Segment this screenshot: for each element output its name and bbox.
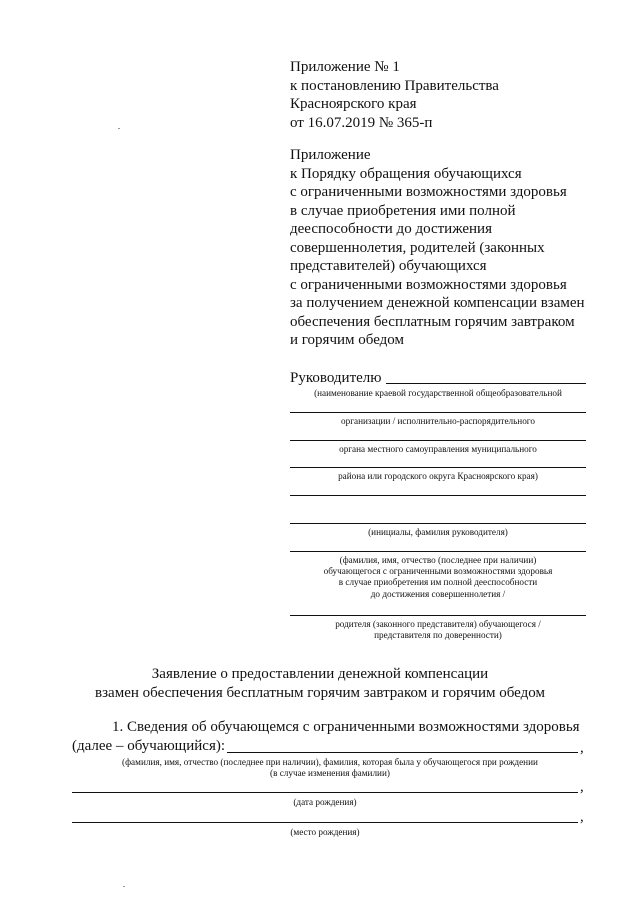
comma: , bbox=[580, 740, 584, 756]
birth-place-caption: (место рождения) bbox=[290, 827, 360, 837]
addressee-label: Руководителю bbox=[290, 370, 382, 386]
appendix-2-line: обеспечения бесплатным горячим завтраком bbox=[290, 313, 575, 330]
appendix-2-line: с ограниченными возможностями здоровья bbox=[290, 276, 567, 293]
scan-speck bbox=[118, 128, 120, 129]
addressee-fill-line[interactable] bbox=[386, 383, 586, 384]
applicant-caption-3: в случае приобретения им полной дееспособности bbox=[338, 577, 538, 587]
head-name-caption: (инициалы, фамилия руководителя) bbox=[368, 527, 508, 537]
appendix-1-line: от 16.07.2019 № 365-п bbox=[290, 114, 433, 131]
appendix-2-line: совершеннолетия, родителей (законных bbox=[290, 239, 545, 256]
birth-place-fill-line[interactable] bbox=[72, 822, 578, 823]
comma: , bbox=[580, 809, 584, 825]
institution-caption-2: организации / исполнительно-распорядительного bbox=[341, 416, 535, 426]
institution-fill-line[interactable] bbox=[290, 467, 586, 468]
scan-speck bbox=[123, 886, 125, 887]
appendix-2-line: за получением денежной компенсации взамен bbox=[290, 295, 585, 311]
appendix-2-line: дееспособности до достижения bbox=[290, 221, 492, 237]
appendix-2-block bbox=[290, 146, 585, 350]
appendix-1-line: к постановлению Правительства bbox=[290, 77, 499, 94]
appendix-1-line: Приложение № 1 bbox=[290, 59, 400, 75]
student-name-caption-1: (фамилия, имя, отчество (последнее при наличии), фамилия, которая была у обучающегося при рождении bbox=[122, 757, 538, 767]
applicant-caption-4: до достижения совершеннолетия / bbox=[370, 589, 506, 599]
institution-fill-line[interactable] bbox=[290, 412, 586, 413]
appendix-2-line: представителей) обучающихся bbox=[290, 258, 487, 274]
appendix-1-line: Красноярского края bbox=[290, 96, 417, 112]
student-name-caption-2: (в случае изменения фамилии) bbox=[270, 768, 390, 778]
section-1-heading: 1. Сведения об обучающемся с ограниченными возможностями здоровья bbox=[112, 719, 580, 735]
student-name-fill-line[interactable] bbox=[227, 752, 578, 753]
statement-title-line-1: Заявление о предоставлении денежной компенсации bbox=[151, 666, 489, 682]
institution-caption-1: (наименование краевой государственной общеобразовательной bbox=[314, 388, 562, 398]
parent-caption-2: представителя по доверенности) bbox=[374, 630, 502, 640]
institution-caption-4: района или городского округа Красноярского края) bbox=[338, 471, 538, 481]
head-fill-line[interactable] bbox=[290, 495, 586, 496]
comma: , bbox=[580, 779, 584, 795]
institution-caption-3: органа местного самоуправления муниципального bbox=[339, 444, 537, 454]
applicant-caption-2: обучающегося с ограниченными возможностями здоровья bbox=[323, 566, 553, 576]
appendix-2-line: в случае приобретения ими полной bbox=[290, 202, 516, 219]
parent-caption-1: родителя (законного представителя) обучающегося / bbox=[335, 619, 541, 629]
birth-date-caption: (дата рождения) bbox=[293, 797, 357, 807]
institution-fill-line[interactable] bbox=[290, 440, 586, 441]
appendix-1-block bbox=[290, 58, 499, 132]
birth-date-fill-line[interactable] bbox=[72, 792, 578, 793]
appendix-2-line: к Порядку обращения обучающихся bbox=[290, 165, 522, 182]
appendix-2-line: с ограниченными возможностями здоровья bbox=[290, 184, 567, 200]
parent-fill-line[interactable] bbox=[290, 615, 586, 616]
head-name-fill-line[interactable] bbox=[290, 523, 586, 524]
applicant-caption-1: (фамилия, имя, отчество (последнее при наличии) bbox=[339, 555, 537, 565]
appendix-2-line: Приложение bbox=[290, 147, 371, 163]
applicant-fill-line[interactable] bbox=[290, 551, 586, 552]
appendix-2-line: и горячим обедом bbox=[290, 332, 405, 348]
statement-title-line-2: взамен обеспечения бесплатным горячим завтраком и горячим обедом bbox=[95, 685, 545, 701]
section-1-subheading: (далее – обучающийся): bbox=[72, 738, 226, 754]
